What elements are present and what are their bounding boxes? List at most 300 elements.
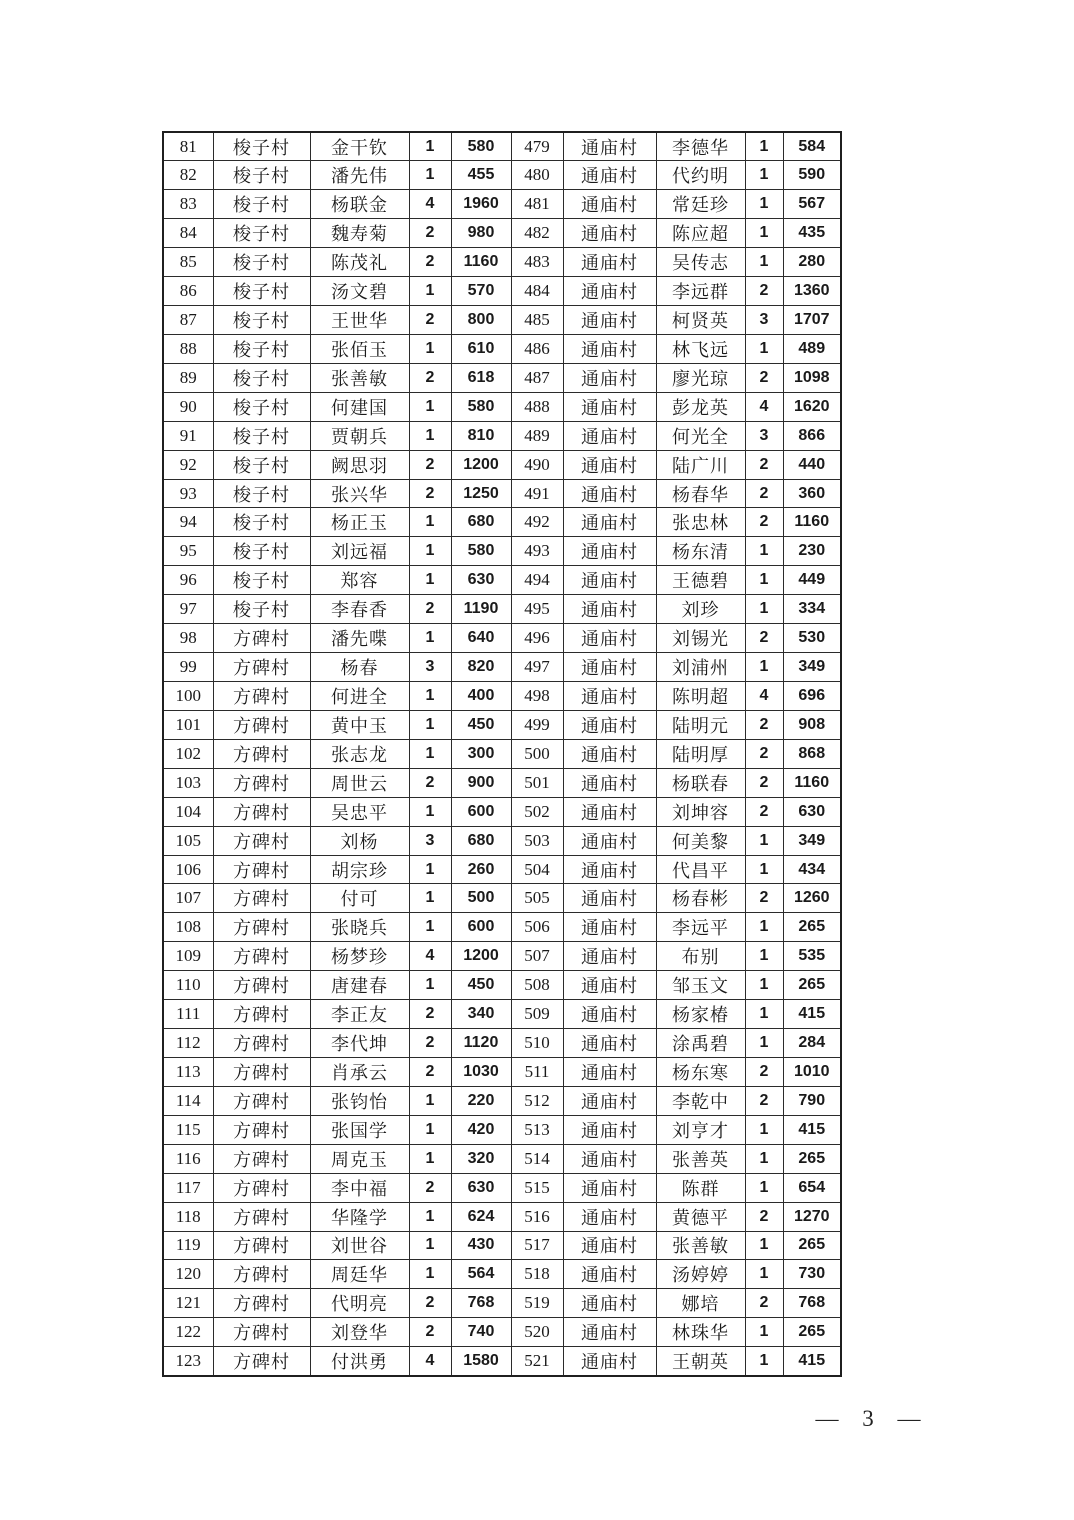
- name-cell-left: 潘先伟: [310, 161, 409, 190]
- name-cell-left: 胡宗珍: [310, 855, 409, 884]
- table-row: [163, 826, 841, 855]
- serial-cell-left: 102: [163, 739, 213, 768]
- amount-cell-right: 866: [783, 421, 841, 450]
- roster-table-body: [163, 132, 841, 1376]
- serial-cell-right: 483: [511, 248, 563, 277]
- amount-cell-left: 640: [451, 624, 511, 653]
- amount-cell-left: 618: [451, 363, 511, 392]
- serial-cell-right: 513: [511, 1115, 563, 1144]
- count-cell-right: 1: [745, 566, 783, 595]
- serial-cell-left: 96: [163, 566, 213, 595]
- amount-cell-left: 980: [451, 219, 511, 248]
- amount-cell-left: 580: [451, 132, 511, 161]
- serial-cell-right: 501: [511, 768, 563, 797]
- count-cell-right: 1: [745, 161, 783, 190]
- village-cell-left: 方碑村: [213, 942, 310, 971]
- serial-cell-right: 505: [511, 884, 563, 913]
- serial-cell-right: 520: [511, 1318, 563, 1347]
- amount-cell-right: 265: [783, 971, 841, 1000]
- count-cell-right: 1: [745, 942, 783, 971]
- count-cell-right: 2: [745, 479, 783, 508]
- serial-cell-left: 112: [163, 1029, 213, 1058]
- amount-cell-right: 265: [783, 1318, 841, 1347]
- count-cell-left: 1: [409, 1086, 451, 1115]
- name-cell-left: 汤文碧: [310, 277, 409, 306]
- amount-cell-right: 265: [783, 1144, 841, 1173]
- name-cell-left: 张晓兵: [310, 913, 409, 942]
- village-cell-left: 方碑村: [213, 1058, 310, 1087]
- serial-cell-left: 91: [163, 421, 213, 450]
- name-cell-left: 李代坤: [310, 1029, 409, 1058]
- village-cell-left: 方碑村: [213, 884, 310, 913]
- count-cell-right: 1: [745, 595, 783, 624]
- table-row: [163, 537, 841, 566]
- amount-cell-left: 580: [451, 392, 511, 421]
- amount-cell-left: 570: [451, 277, 511, 306]
- serial-cell-right: 500: [511, 739, 563, 768]
- amount-cell-right: 590: [783, 161, 841, 190]
- count-cell-right: 4: [745, 392, 783, 421]
- table-row: [163, 277, 841, 306]
- amount-cell-left: 260: [451, 855, 511, 884]
- serial-cell-right: 509: [511, 1000, 563, 1029]
- serial-cell-right: 481: [511, 190, 563, 219]
- name-cell-left: 杨联金: [310, 190, 409, 219]
- serial-cell-left: 85: [163, 248, 213, 277]
- village-cell-left: 方碑村: [213, 1173, 310, 1202]
- count-cell-left: 1: [409, 132, 451, 161]
- name-cell-left: 贾朝兵: [310, 421, 409, 450]
- count-cell-left: 1: [409, 508, 451, 537]
- village-cell-left: 方碑村: [213, 797, 310, 826]
- count-cell-left: 2: [409, 363, 451, 392]
- village-cell-right: 通庙村: [563, 1318, 656, 1347]
- serial-cell-right: 488: [511, 392, 563, 421]
- amount-cell-right: 530: [783, 624, 841, 653]
- amount-cell-left: 450: [451, 971, 511, 1000]
- table-row: [163, 450, 841, 479]
- name-cell-right: 柯贤英: [656, 306, 745, 335]
- village-cell-right: 通庙村: [563, 450, 656, 479]
- count-cell-right: 2: [745, 277, 783, 306]
- count-cell-left: 1: [409, 739, 451, 768]
- amount-cell-right: 630: [783, 797, 841, 826]
- amount-cell-right: 360: [783, 479, 841, 508]
- count-cell-right: 2: [745, 1058, 783, 1087]
- count-cell-right: 1: [745, 1144, 783, 1173]
- count-cell-left: 1: [409, 566, 451, 595]
- name-cell-right: 陈应超: [656, 219, 745, 248]
- amount-cell-left: 400: [451, 682, 511, 711]
- amount-cell-right: 1160: [783, 508, 841, 537]
- serial-cell-left: 100: [163, 682, 213, 711]
- table-row: [163, 1086, 841, 1115]
- table-row: [163, 971, 841, 1000]
- serial-cell-left: 87: [163, 306, 213, 335]
- amount-cell-left: 1200: [451, 450, 511, 479]
- name-cell-right: 杨春华: [656, 479, 745, 508]
- serial-cell-right: 518: [511, 1260, 563, 1289]
- name-cell-left: 张钧怡: [310, 1086, 409, 1115]
- count-cell-right: 2: [745, 363, 783, 392]
- amount-cell-left: 430: [451, 1231, 511, 1260]
- name-cell-right: 王朝英: [656, 1347, 745, 1376]
- serial-cell-right: 519: [511, 1289, 563, 1318]
- village-cell-left: 方碑村: [213, 1000, 310, 1029]
- village-cell-right: 通庙村: [563, 537, 656, 566]
- name-cell-right: 廖光琼: [656, 363, 745, 392]
- amount-cell-left: 564: [451, 1260, 511, 1289]
- serial-cell-right: 479: [511, 132, 563, 161]
- village-cell-right: 通庙村: [563, 797, 656, 826]
- count-cell-right: 1: [745, 1231, 783, 1260]
- name-cell-left: 张国学: [310, 1115, 409, 1144]
- village-cell-left: 梭子村: [213, 595, 310, 624]
- count-cell-left: 4: [409, 190, 451, 219]
- name-cell-right: 李乾中: [656, 1086, 745, 1115]
- name-cell-left: 何进全: [310, 682, 409, 711]
- amount-cell-right: 1707: [783, 306, 841, 335]
- name-cell-right: 杨春彬: [656, 884, 745, 913]
- amount-cell-left: 624: [451, 1202, 511, 1231]
- count-cell-right: 3: [745, 421, 783, 450]
- table-row: [163, 132, 841, 161]
- amount-cell-right: 1620: [783, 392, 841, 421]
- serial-cell-left: 94: [163, 508, 213, 537]
- amount-cell-left: 740: [451, 1318, 511, 1347]
- amount-cell-left: 900: [451, 768, 511, 797]
- serial-cell-left: 121: [163, 1289, 213, 1318]
- table-row: [163, 566, 841, 595]
- count-cell-left: 1: [409, 1115, 451, 1144]
- count-cell-right: 1: [745, 1318, 783, 1347]
- count-cell-left: 1: [409, 913, 451, 942]
- name-cell-left: 金干钦: [310, 132, 409, 161]
- village-cell-right: 通庙村: [563, 653, 656, 682]
- serial-cell-left: 90: [163, 392, 213, 421]
- serial-cell-left: 113: [163, 1058, 213, 1087]
- serial-cell-right: 499: [511, 710, 563, 739]
- count-cell-left: 2: [409, 768, 451, 797]
- name-cell-left: 华隆学: [310, 1202, 409, 1231]
- village-cell-left: 方碑村: [213, 1115, 310, 1144]
- count-cell-left: 4: [409, 1347, 451, 1376]
- count-cell-left: 1: [409, 277, 451, 306]
- count-cell-right: 2: [745, 508, 783, 537]
- amount-cell-left: 810: [451, 421, 511, 450]
- village-cell-left: 梭子村: [213, 219, 310, 248]
- count-cell-left: 2: [409, 1058, 451, 1087]
- count-cell-right: 1: [745, 1173, 783, 1202]
- name-cell-right: 陆广川: [656, 450, 745, 479]
- village-cell-right: 通庙村: [563, 1260, 656, 1289]
- table-row: [163, 363, 841, 392]
- name-cell-right: 陆明元: [656, 710, 745, 739]
- count-cell-right: 1: [745, 132, 783, 161]
- serial-cell-left: 120: [163, 1260, 213, 1289]
- name-cell-right: 娜培: [656, 1289, 745, 1318]
- serial-cell-left: 103: [163, 768, 213, 797]
- name-cell-right: 代约明: [656, 161, 745, 190]
- village-cell-left: 方碑村: [213, 768, 310, 797]
- amount-cell-right: 284: [783, 1029, 841, 1058]
- amount-cell-right: 334: [783, 595, 841, 624]
- village-cell-right: 通庙村: [563, 1086, 656, 1115]
- village-cell-left: 梭子村: [213, 306, 310, 335]
- name-cell-right: 张善英: [656, 1144, 745, 1173]
- count-cell-right: 1: [745, 826, 783, 855]
- amount-cell-right: 415: [783, 1347, 841, 1376]
- amount-cell-left: 340: [451, 1000, 511, 1029]
- count-cell-right: 4: [745, 682, 783, 711]
- amount-cell-right: 489: [783, 334, 841, 363]
- name-cell-right: 林珠华: [656, 1318, 745, 1347]
- name-cell-right: 何光全: [656, 421, 745, 450]
- table-row: [163, 1289, 841, 1318]
- serial-cell-right: 497: [511, 653, 563, 682]
- name-cell-right: 张善敏: [656, 1231, 745, 1260]
- name-cell-left: 张佰玉: [310, 334, 409, 363]
- serial-cell-left: 101: [163, 710, 213, 739]
- count-cell-left: 1: [409, 1144, 451, 1173]
- count-cell-right: 1: [745, 1347, 783, 1376]
- table-row: [163, 421, 841, 450]
- serial-cell-left: 88: [163, 334, 213, 363]
- serial-cell-left: 107: [163, 884, 213, 913]
- village-cell-left: 梭子村: [213, 566, 310, 595]
- amount-cell-left: 1580: [451, 1347, 511, 1376]
- serial-cell-right: 484: [511, 277, 563, 306]
- name-cell-left: 阙思羽: [310, 450, 409, 479]
- name-cell-left: 周克玉: [310, 1144, 409, 1173]
- table-row: [163, 1347, 841, 1376]
- amount-cell-left: 500: [451, 884, 511, 913]
- village-cell-left: 方碑村: [213, 1231, 310, 1260]
- name-cell-left: 刘杨: [310, 826, 409, 855]
- table-row: [163, 884, 841, 913]
- serial-cell-left: 116: [163, 1144, 213, 1173]
- name-cell-right: 常廷珍: [656, 190, 745, 219]
- table-row: [163, 1000, 841, 1029]
- village-cell-left: 方碑村: [213, 682, 310, 711]
- amount-cell-right: 349: [783, 653, 841, 682]
- name-cell-right: 涂禹碧: [656, 1029, 745, 1058]
- village-cell-right: 通庙村: [563, 1144, 656, 1173]
- serial-cell-left: 89: [163, 363, 213, 392]
- count-cell-left: 1: [409, 682, 451, 711]
- amount-cell-right: 768: [783, 1289, 841, 1318]
- serial-cell-right: 486: [511, 334, 563, 363]
- name-cell-right: 杨东寒: [656, 1058, 745, 1087]
- name-cell-right: 汤婷婷: [656, 1260, 745, 1289]
- name-cell-right: 吴传志: [656, 248, 745, 277]
- name-cell-left: 周廷华: [310, 1260, 409, 1289]
- amount-cell-left: 1160: [451, 248, 511, 277]
- village-cell-left: 方碑村: [213, 1029, 310, 1058]
- village-cell-left: 方碑村: [213, 624, 310, 653]
- name-cell-right: 王德碧: [656, 566, 745, 595]
- serial-cell-left: 86: [163, 277, 213, 306]
- serial-cell-left: 105: [163, 826, 213, 855]
- count-cell-right: 1: [745, 334, 783, 363]
- amount-cell-left: 1250: [451, 479, 511, 508]
- village-cell-right: 通庙村: [563, 219, 656, 248]
- amount-cell-left: 1030: [451, 1058, 511, 1087]
- amount-cell-right: 868: [783, 739, 841, 768]
- name-cell-right: 林飞远: [656, 334, 745, 363]
- serial-cell-right: 506: [511, 913, 563, 942]
- amount-cell-left: 450: [451, 710, 511, 739]
- village-cell-left: 方碑村: [213, 855, 310, 884]
- village-cell-right: 通庙村: [563, 1115, 656, 1144]
- table-row: [163, 1029, 841, 1058]
- count-cell-left: 2: [409, 1000, 451, 1029]
- serial-cell-left: 111: [163, 1000, 213, 1029]
- village-cell-right: 通庙村: [563, 161, 656, 190]
- count-cell-left: 2: [409, 479, 451, 508]
- name-cell-left: 王世华: [310, 306, 409, 335]
- amount-cell-left: 420: [451, 1115, 511, 1144]
- village-cell-left: 方碑村: [213, 826, 310, 855]
- serial-cell-right: 496: [511, 624, 563, 653]
- serial-cell-left: 118: [163, 1202, 213, 1231]
- village-cell-left: 方碑村: [213, 653, 310, 682]
- serial-cell-left: 95: [163, 537, 213, 566]
- table-row: [163, 1260, 841, 1289]
- village-cell-left: 方碑村: [213, 913, 310, 942]
- serial-cell-left: 110: [163, 971, 213, 1000]
- count-cell-right: 2: [745, 1289, 783, 1318]
- amount-cell-left: 580: [451, 537, 511, 566]
- name-cell-right: 杨家椿: [656, 1000, 745, 1029]
- name-cell-left: 吴忠平: [310, 797, 409, 826]
- roster-table: [162, 131, 842, 1377]
- serial-cell-right: 504: [511, 855, 563, 884]
- village-cell-right: 通庙村: [563, 392, 656, 421]
- village-cell-left: 梭子村: [213, 161, 310, 190]
- table-row: [163, 855, 841, 884]
- count-cell-right: 1: [745, 653, 783, 682]
- count-cell-left: 1: [409, 884, 451, 913]
- village-cell-left: 方碑村: [213, 1086, 310, 1115]
- name-cell-right: 李德华: [656, 132, 745, 161]
- count-cell-right: 1: [745, 913, 783, 942]
- serial-cell-left: 83: [163, 190, 213, 219]
- table-row: [163, 219, 841, 248]
- amount-cell-right: 415: [783, 1115, 841, 1144]
- village-cell-right: 通庙村: [563, 1289, 656, 1318]
- amount-cell-left: 320: [451, 1144, 511, 1173]
- village-cell-right: 通庙村: [563, 421, 656, 450]
- table-row: [163, 334, 841, 363]
- name-cell-right: 刘亨才: [656, 1115, 745, 1144]
- serial-cell-left: 115: [163, 1115, 213, 1144]
- count-cell-right: 2: [745, 739, 783, 768]
- count-cell-right: 3: [745, 306, 783, 335]
- amount-cell-left: 300: [451, 739, 511, 768]
- table-row: [163, 653, 841, 682]
- village-cell-right: 通庙村: [563, 913, 656, 942]
- village-cell-right: 通庙村: [563, 306, 656, 335]
- count-cell-left: 1: [409, 624, 451, 653]
- amount-cell-right: 567: [783, 190, 841, 219]
- table-row: [163, 1318, 841, 1347]
- count-cell-right: 1: [745, 537, 783, 566]
- name-cell-left: 刘远福: [310, 537, 409, 566]
- village-cell-right: 通庙村: [563, 624, 656, 653]
- village-cell-left: 梭子村: [213, 248, 310, 277]
- count-cell-left: 2: [409, 1318, 451, 1347]
- village-cell-right: 通庙村: [563, 363, 656, 392]
- count-cell-right: 1: [745, 1029, 783, 1058]
- village-cell-left: 梭子村: [213, 421, 310, 450]
- table-row: [163, 1115, 841, 1144]
- name-cell-left: 潘先喋: [310, 624, 409, 653]
- table-row: [163, 797, 841, 826]
- serial-cell-left: 82: [163, 161, 213, 190]
- count-cell-right: 2: [745, 710, 783, 739]
- table-row: [163, 392, 841, 421]
- village-cell-right: 通庙村: [563, 971, 656, 1000]
- village-cell-right: 通庙村: [563, 884, 656, 913]
- name-cell-left: 杨正玉: [310, 508, 409, 537]
- amount-cell-left: 630: [451, 566, 511, 595]
- table-row: [163, 595, 841, 624]
- count-cell-right: 1: [745, 1000, 783, 1029]
- amount-cell-right: 349: [783, 826, 841, 855]
- name-cell-left: 杨春: [310, 653, 409, 682]
- table-row: [163, 508, 841, 537]
- table-row: [163, 739, 841, 768]
- serial-cell-right: 491: [511, 479, 563, 508]
- village-cell-left: 梭子村: [213, 450, 310, 479]
- serial-cell-left: 98: [163, 624, 213, 653]
- amount-cell-right: 1010: [783, 1058, 841, 1087]
- name-cell-right: 黄德平: [656, 1202, 745, 1231]
- name-cell-right: 杨东清: [656, 537, 745, 566]
- page-number: — 3 —: [815, 1406, 925, 1431]
- count-cell-right: 1: [745, 190, 783, 219]
- village-cell-right: 通庙村: [563, 334, 656, 363]
- count-cell-left: 1: [409, 1231, 451, 1260]
- village-cell-left: 梭子村: [213, 479, 310, 508]
- village-cell-right: 通庙村: [563, 739, 656, 768]
- amount-cell-right: 654: [783, 1173, 841, 1202]
- serial-cell-left: 92: [163, 450, 213, 479]
- name-cell-left: 付可: [310, 884, 409, 913]
- count-cell-left: 1: [409, 797, 451, 826]
- serial-cell-right: 489: [511, 421, 563, 450]
- count-cell-right: 1: [745, 1115, 783, 1144]
- name-cell-left: 李中福: [310, 1173, 409, 1202]
- serial-cell-right: 508: [511, 971, 563, 1000]
- table-row: [163, 682, 841, 711]
- village-cell-right: 通庙村: [563, 942, 656, 971]
- amount-cell-right: 280: [783, 248, 841, 277]
- serial-cell-right: 495: [511, 595, 563, 624]
- village-cell-right: 通庙村: [563, 1231, 656, 1260]
- name-cell-left: 肖承云: [310, 1058, 409, 1087]
- table-row: [163, 624, 841, 653]
- name-cell-right: 何美黎: [656, 826, 745, 855]
- serial-cell-right: 493: [511, 537, 563, 566]
- amount-cell-right: 415: [783, 1000, 841, 1029]
- count-cell-left: 1: [409, 971, 451, 1000]
- village-cell-left: 梭子村: [213, 537, 310, 566]
- name-cell-left: 张善敏: [310, 363, 409, 392]
- name-cell-left: 张志龙: [310, 739, 409, 768]
- amount-cell-left: 455: [451, 161, 511, 190]
